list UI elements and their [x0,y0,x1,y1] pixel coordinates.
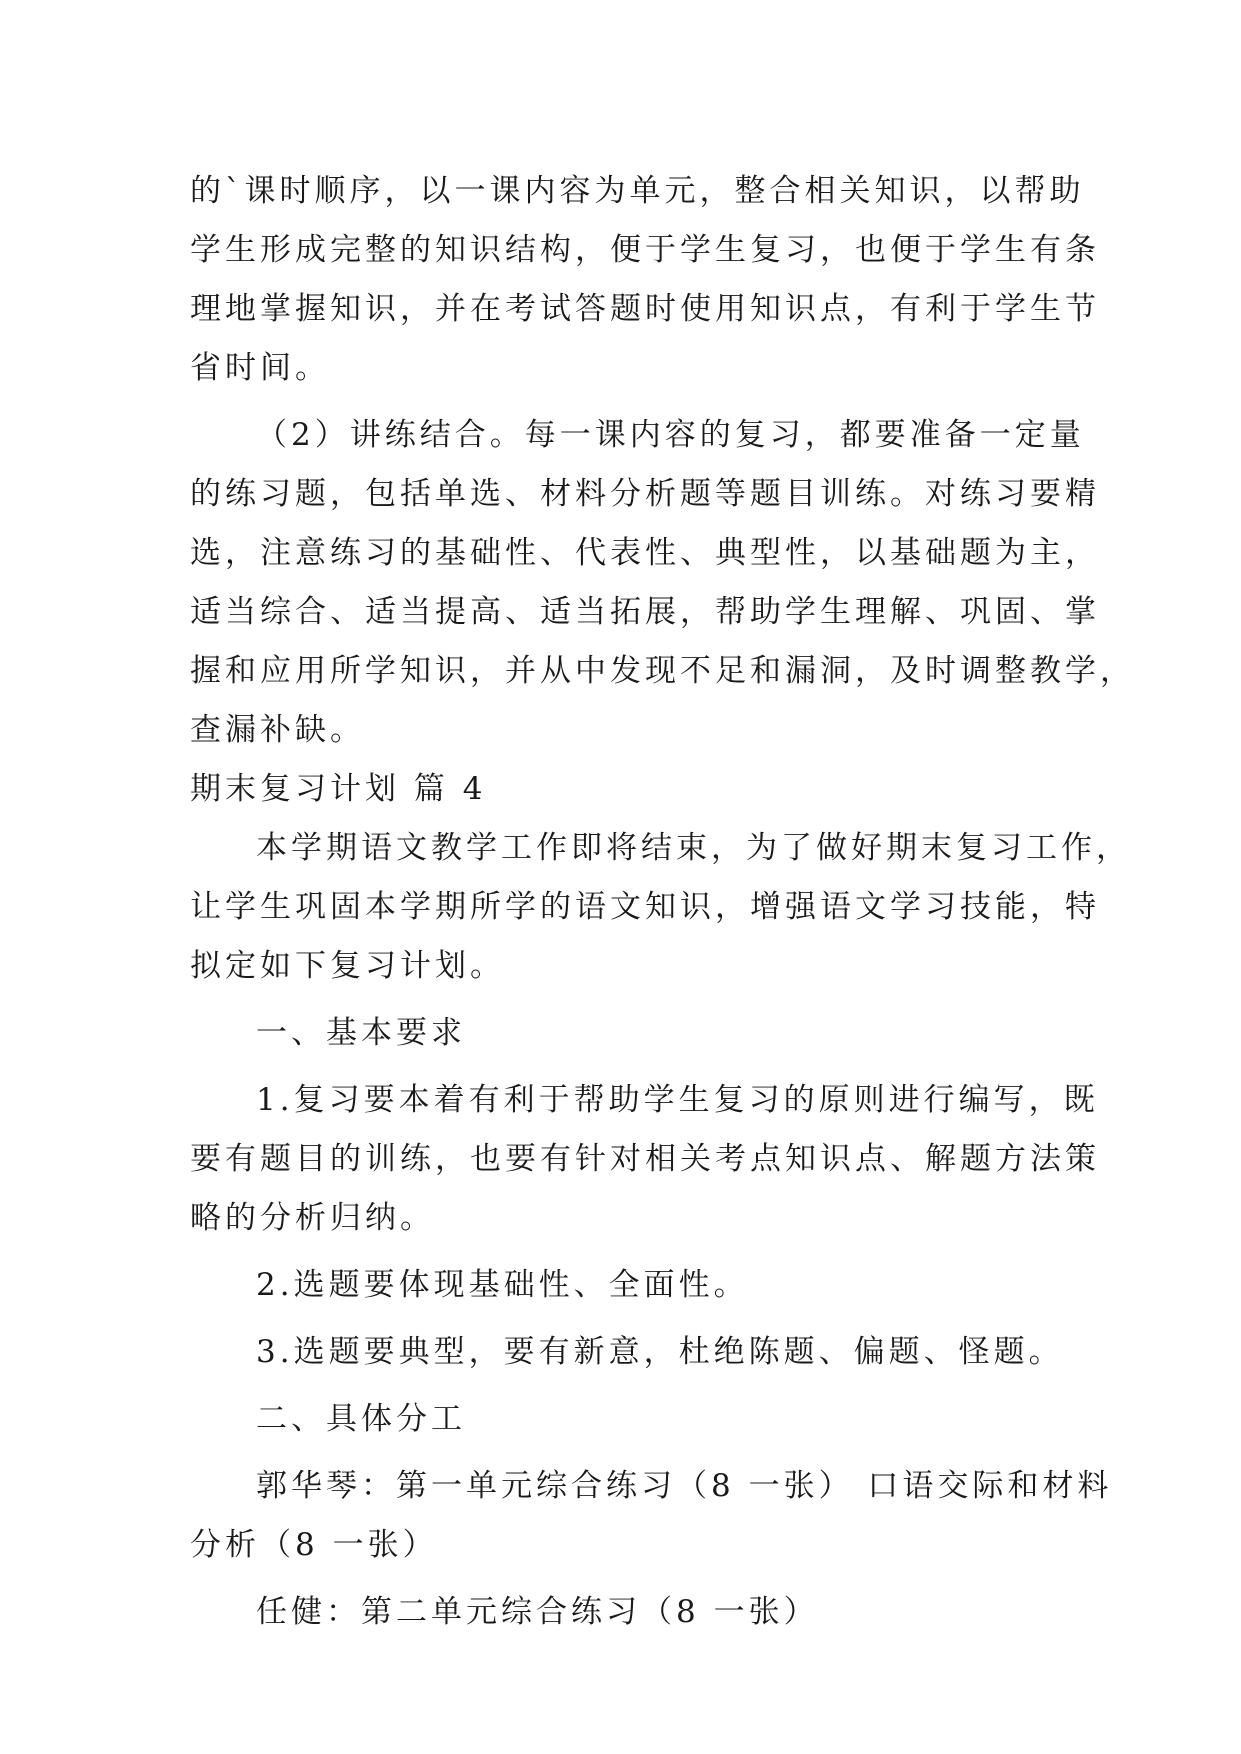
paragraph [190,1323,1064,1382]
text-line: 让学生巩固本学期所学的语文知识，增强语文学习技能，特 [190,889,1100,925]
text-line: （2）讲练结合。每一课内容的复习，都要准备一定量 [256,417,1085,453]
text-line: 适当综合、适当提高、适当拓展，帮助学生理解、巩固、掌 [190,594,1100,630]
text-line: 选，注意练习的基础性、代表性、典型性，以基础题为主， [190,535,1100,571]
text-line: 1.复习要本着有利于帮助学生复习的原则进行编写，既 [256,1082,1099,1118]
heading-line: 二、具体分工 [256,1401,466,1437]
text-line: 拟定如下复习计划。 [190,948,505,984]
text-line: 3.选题要典型，要有新意，杜绝陈题、偏题、怪题。 [256,1334,1064,1370]
text-line: 2.选题要体现基础性、全面性。 [256,1267,749,1303]
paragraph [190,1457,1113,1575]
text-line: 分析（8 一张） [190,1527,438,1563]
subheading [190,1390,1060,1449]
heading-line: 期末复习计划 篇 4 [190,771,487,807]
section-heading [190,760,1060,819]
text-line: 握和应用所学知识，并从中发现不足和漏洞，及时调整教学， [190,653,1135,689]
paragraph [190,1583,1060,1642]
text-line: 略的分析归纳。 [190,1200,435,1236]
subheading [190,1004,1060,1063]
text-line: 理地掌握知识，并在考试答题时使用知识点，有利于学生节 [190,291,1100,327]
text-line: 郭华琴：第一单元综合练习（8 一张） 口语交际和材料 [256,1468,1113,1504]
paragraph [190,406,1135,760]
text-line: 的练习题，包括单选、材料分析题等题目训练。对练习要精 [190,476,1100,512]
text-line: 的`课时顺序，以一课内容为单元，整合相关知识，以帮助 [190,173,1085,209]
text-line: 省时间。 [190,350,330,386]
heading-line: 一、基本要求 [256,1015,466,1051]
document-body [190,162,1135,1642]
paragraph [190,1256,1060,1315]
text-line: 查漏补缺。 [190,712,365,748]
paragraph [190,819,1131,996]
paragraph [190,1071,1100,1248]
text-line: 任健：第二单元综合练习（8 一张） [256,1594,819,1630]
text-line: 本学期语文教学工作即将结束，为了做好期末复习工作， [256,830,1131,866]
paragraph [190,162,1100,398]
text-line: 学生形成完整的知识结构，便于学生复习，也便于学生有条 [190,232,1100,268]
text-line: 要有题目的训练，也要有针对相关考点知识点、解题方法策 [190,1141,1100,1177]
